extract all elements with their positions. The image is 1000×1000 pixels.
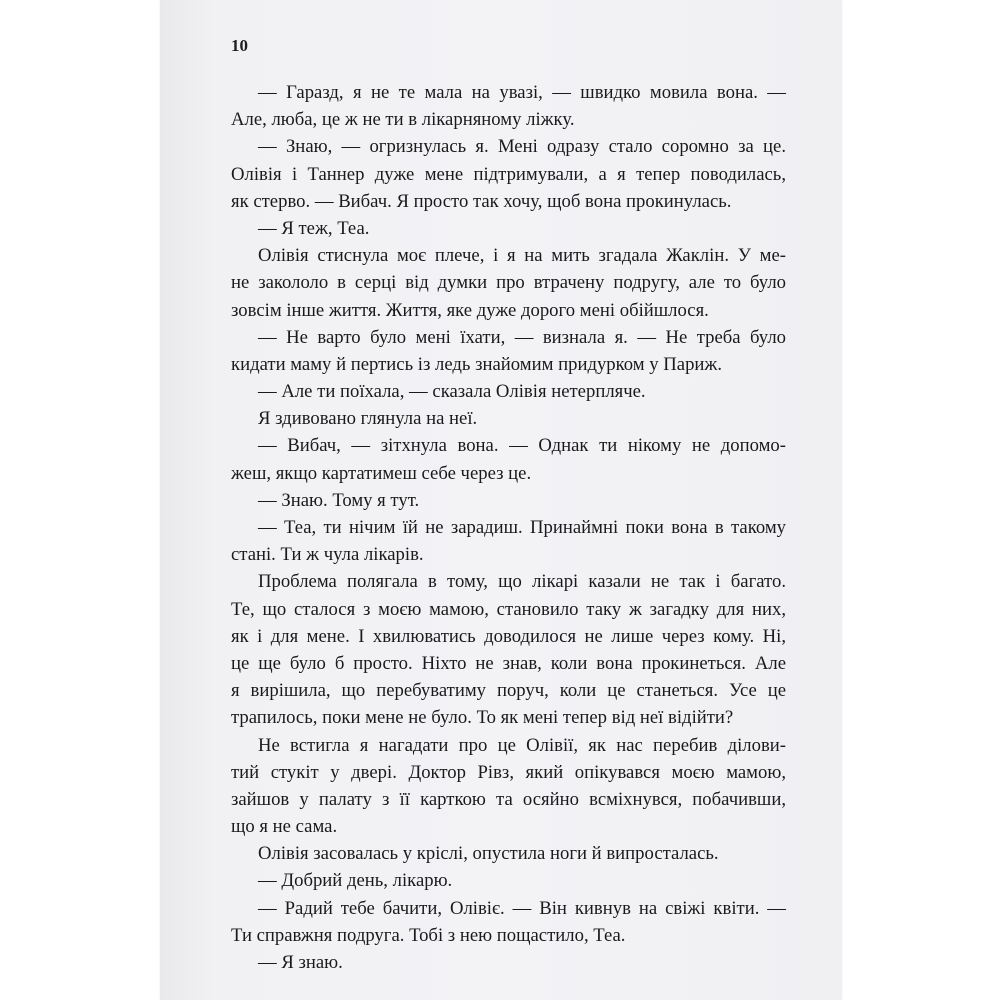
text-line: Проблема полягала в тому, що лікарі казали не так і багато. (258, 571, 786, 593)
body-text (231, 79, 786, 976)
text-line: жеш, якщо картатимеш себе через це. (231, 462, 532, 484)
text-line: — Я знаю. (258, 952, 343, 973)
book-page (160, 0, 842, 1000)
text-line: не закололо в серці від думки про втрачену подругу, але то було (231, 272, 786, 294)
text-line: Але, люба, це ж не ти в лікарняному ліжку. (231, 109, 575, 131)
text-line: Олівія засовалась у кріслі, опустила ноги й випросталась. (258, 843, 719, 865)
text-line: Ти справжня подруга. Тобі з нею пощастило, Теа. (231, 924, 626, 946)
text-line: Олівія стиснула моє плече, і я на мить згадала Жаклін. У ме- (258, 245, 786, 267)
text-line: зовсім інше життя. Життя, яке дуже дорого мені обійшлося. (231, 299, 709, 321)
text-line: — Але ти поїхала, — сказала Олівія нетерпляче. (258, 381, 646, 403)
text-line: як і для мене. І хвилюватись доводилося не лише через кому. Ні, (231, 625, 786, 647)
page-number: 10 (231, 36, 248, 55)
text-line: — Гаразд, я не те мала на увазі, — швидко мовила вона. — (258, 82, 786, 103)
text-line: стані. Ти ж чула лікарів. (231, 544, 424, 566)
text-line: — Я теж, Теа. (258, 217, 370, 239)
text-line: тий стукіт у двері. Доктор Рівз, який опікувався моєю мамою, (231, 761, 786, 783)
text-line: трапилось, поки мене не було. То як мені тепер від неї відійти? (231, 707, 734, 729)
text-line: це ще було б просто. Ніхто не знав, коли вона прокинеться. Але (231, 652, 786, 674)
text-line: — Знаю. Тому я тут. (258, 489, 420, 511)
text-line: — Теа, ти нічим їй не зарадиш. Принаймні поки вона в такому (258, 517, 786, 538)
text-line: — Добрий день, лікарю. (258, 870, 453, 892)
text-line: — Знаю, — огризнулась я. Мені одразу стало соромно за це. (258, 136, 786, 158)
text-line: Не встигла я нагадати про це Олівії, як нас перебив ділови- (258, 734, 786, 756)
text-line: Те, що сталося з моєю мамою, становило таку ж загадку для них, (231, 598, 786, 620)
text-line: як стерво. — Вибач. Я просто так хочу, щоб вона прокинулась. (231, 190, 732, 212)
text-line: — Вибач, — зітхнула вона. — Однак ти нікому не допомо- (258, 435, 786, 457)
text-line: — Радий тебе бачити, Олівіє. — Він кивнув на свіжі квіти. — (258, 897, 786, 919)
text-line: кидати маму й пертись із ледь знайомим придурком у Париж. (231, 353, 722, 375)
text-line: Олівія і Таннер дуже мене підтримували, а я тепер поводилась, (231, 163, 786, 185)
text-line: зайшов у палату з її карткою та осяйно всміхнувся, побачивши, (231, 788, 786, 810)
text-line: я вирішила, що перебуватиму поруч, коли це станеться. Усе це (231, 680, 786, 702)
text-line: що я не сама. (231, 816, 338, 838)
text-line: Я здивовано глянула на неї. (258, 408, 478, 430)
text-line: — Не варто було мені їхати, — визнала я. — Не треба було (258, 326, 786, 348)
